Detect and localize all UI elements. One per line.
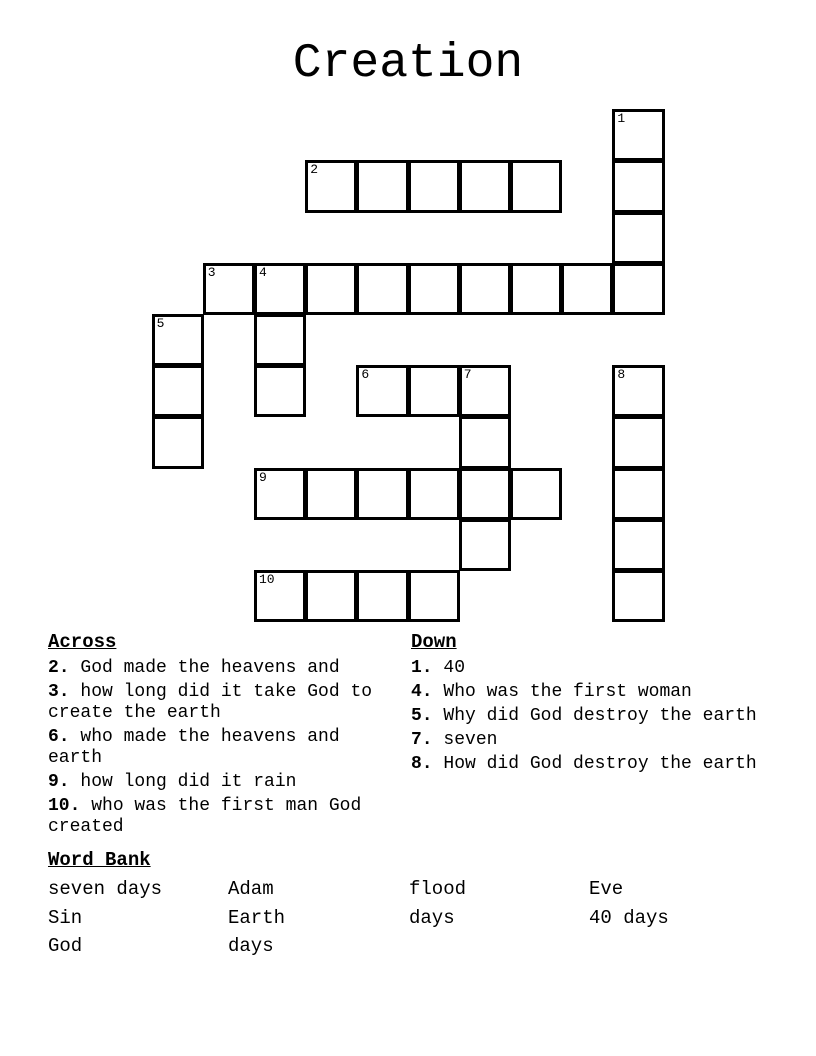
crossword-cell[interactable] — [356, 468, 408, 520]
cell-number: 6 — [361, 367, 370, 383]
clue-number: 7. — [411, 730, 433, 750]
word-bank — [48, 875, 768, 961]
crossword-cell[interactable] — [254, 365, 306, 417]
crossword-cell[interactable] — [459, 365, 511, 417]
crossword-cell[interactable] — [305, 468, 357, 520]
crossword-cell[interactable] — [356, 365, 408, 417]
clue-number: 3. — [48, 682, 70, 702]
cell-number: 10 — [259, 572, 275, 587]
crossword-cell[interactable] — [510, 468, 562, 520]
crossword-cell[interactable] — [612, 365, 664, 417]
crossword-cell[interactable] — [152, 365, 204, 417]
crossword-cell[interactable] — [561, 263, 613, 315]
cell-number: 5 — [156, 316, 165, 331]
crossword-cell[interactable] — [612, 263, 664, 315]
cell-number: 9 — [259, 469, 267, 485]
word-bank-word: days — [228, 935, 274, 957]
clue-text: who made the heavens and earth — [48, 727, 340, 768]
cell-number: 4 — [259, 264, 267, 280]
crossword-cell[interactable] — [408, 263, 460, 315]
down-clue — [411, 754, 761, 775]
clue-number: 9. — [48, 772, 70, 792]
across-heading: Across — [48, 631, 117, 653]
crossword-cell[interactable] — [612, 519, 664, 571]
clue-number: 2. — [48, 658, 70, 678]
cell-number: 2 — [310, 162, 318, 178]
crossword-cell[interactable] — [459, 519, 511, 571]
cell-number: 1 — [617, 111, 626, 127]
clue-text: who was the first man God created — [48, 796, 362, 837]
crossword-cell[interactable] — [612, 468, 664, 520]
word-bank-word: seven days — [48, 878, 163, 900]
crossword-cell[interactable] — [203, 263, 255, 315]
clue-number: 1. — [411, 658, 433, 678]
word-bank-word: days — [409, 906, 455, 929]
crossword-cell[interactable] — [356, 160, 408, 212]
word-bank-heading: Word Bank — [48, 849, 151, 871]
cell-number: 8 — [617, 367, 626, 383]
clue-text: Who was the first woman — [443, 682, 692, 702]
clue-text: how long did it take God to create the earth — [48, 682, 373, 723]
crossword-cell[interactable] — [356, 570, 408, 622]
cell-number: 7 — [463, 367, 472, 383]
down-clue — [411, 706, 761, 727]
crossword-cell[interactable] — [408, 160, 460, 212]
clue-text: God made the heavens and — [80, 658, 340, 678]
clue-text: Why did God destroy the earth — [443, 706, 757, 726]
across-clue — [48, 727, 398, 769]
crossword-cell[interactable] — [254, 570, 306, 622]
across-clue — [48, 796, 398, 838]
crossword-cell[interactable] — [612, 109, 664, 161]
across-clue — [48, 772, 398, 793]
clue-number: 8. — [411, 754, 433, 774]
clue-text: seven — [443, 730, 498, 750]
crossword-cell[interactable] — [612, 160, 664, 212]
crossword-cell[interactable] — [254, 263, 306, 315]
crossword-cell[interactable] — [459, 468, 511, 520]
crossword-cell[interactable] — [305, 570, 357, 622]
across-clue-list — [48, 658, 398, 841]
word-bank-word: flood — [409, 878, 467, 900]
down-clue — [411, 730, 761, 751]
crossword-cell[interactable] — [612, 212, 664, 264]
crossword-cell[interactable] — [510, 160, 562, 212]
word-bank-word: God — [48, 935, 83, 957]
crossword-cell[interactable] — [305, 160, 357, 212]
word-bank-word: Sin — [48, 906, 83, 929]
crossword-cell[interactable] — [408, 468, 460, 520]
crossword-cell[interactable] — [408, 570, 460, 622]
clue-text: 40 — [443, 658, 466, 678]
word-bank-word: Adam — [228, 878, 274, 900]
clue-number: 5. — [411, 706, 433, 726]
down-clue-list — [411, 658, 761, 778]
crossword-cell[interactable] — [152, 314, 204, 366]
clue-number: 4. — [411, 682, 433, 702]
crossword-cell[interactable] — [254, 314, 306, 366]
down-clue — [411, 658, 761, 679]
word-bank-word: 40 days — [589, 906, 669, 929]
page-title: Creation — [292, 37, 524, 91]
crossword-cell[interactable] — [459, 263, 511, 315]
down-heading: Down — [411, 631, 457, 653]
crossword-cell[interactable] — [152, 416, 204, 468]
across-clue — [48, 658, 398, 679]
crossword-cell[interactable] — [459, 160, 511, 212]
crossword-cell[interactable] — [254, 468, 306, 520]
word-bank-word: Eve — [589, 878, 624, 900]
crossword-cell[interactable] — [305, 263, 357, 315]
word-bank-word: Earth — [228, 906, 286, 929]
crossword-cell[interactable] — [459, 416, 511, 468]
clue-number: 10. — [48, 796, 81, 816]
crossword-cell[interactable] — [408, 365, 460, 417]
clue-text: How did God destroy the earth — [443, 754, 757, 774]
crossword-cell[interactable] — [510, 263, 562, 315]
clue-text: how long did it rain — [80, 772, 297, 792]
crossword-cell[interactable] — [612, 570, 664, 622]
crossword-cell[interactable] — [356, 263, 408, 315]
cell-number: 3 — [207, 264, 216, 280]
crossword-cell[interactable] — [612, 416, 664, 468]
clue-number: 6. — [48, 727, 70, 747]
across-clue — [48, 682, 398, 724]
down-clue — [411, 682, 761, 703]
